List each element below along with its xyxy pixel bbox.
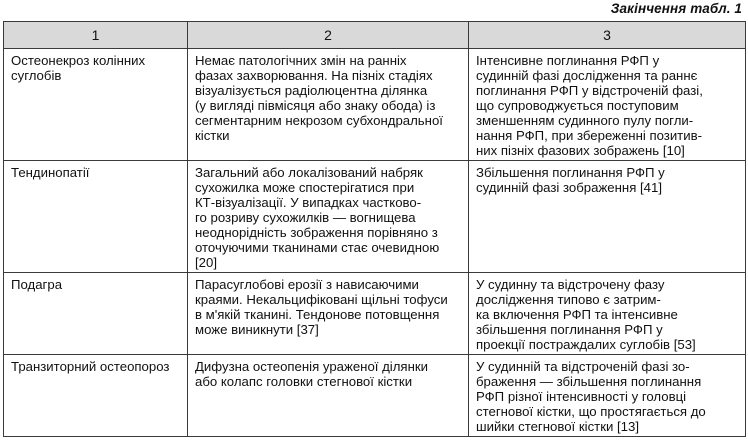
table-row	[4, 355, 746, 437]
condition-cell	[4, 161, 188, 273]
column-header-2: 2	[188, 22, 469, 49]
imaging-findings-text: Немає патологічних змін на ранніх фазах захворювання. На пізніх стадіях візуалізується радіолюцентна ділянка (у вигляді півмісяця або знаку обода) із сегментарним некрозом субхондральної кістки	[195, 53, 443, 143]
condition-cell	[4, 273, 188, 355]
table-row	[4, 49, 746, 161]
imaging-findings-cell	[188, 49, 469, 161]
scintigraphy-findings-cell	[469, 355, 746, 437]
scintigraphy-findings-text: Інтенсивне поглинання РФП у судинній фазі дослідження та раннє поглинання РФП у відстроченій фазі, що супроводжується поступовим зменшенням судинного пулу погли- нання РФП, при збереженні позитив- них пізніх фазових зображень [10]	[476, 53, 703, 158]
condition-cell	[4, 355, 188, 437]
scintigraphy-findings-cell	[469, 273, 746, 355]
condition-cell	[4, 49, 188, 161]
imaging-findings-text: Загальний або локалізований набряк сухожилка може спостерігатися при КТ-візуалізації. У випадках частково- го розриву сухожилків — вогнищева неоднорідність зображення порівняно з оточуючими тканинами стає очевидною [20]	[195, 165, 440, 270]
scintigraphy-findings-text: У судинній та відстроченій фазі зо- браження — збільшення поглинання РФП різної інтенсивності у головці стегнової кістки, що простягається до шийки стегнової кістки [13]	[476, 359, 706, 434]
findings-table	[3, 21, 746, 437]
column-header-1: 1	[4, 22, 188, 49]
table-row	[4, 161, 746, 273]
imaging-findings-cell	[188, 161, 469, 273]
imaging-findings-text: Парасуглобові ерозії з нависаючими краями. Некальцифіковані щільні тофуси в м'якій тканині. Тендонове потовщення може виникнути [37]	[195, 277, 448, 337]
imaging-findings-cell	[188, 355, 469, 437]
condition-text: Подагра	[11, 277, 63, 292]
scintigraphy-findings-text: Збільшення поглинання РФП у судинній фазі зображення [41]	[476, 165, 665, 195]
imaging-findings-text: Дифузна остеопенія ураженої ділянки або колапс головки стегнової кістки	[195, 359, 428, 389]
condition-text: Транзиторний остеопороз	[11, 359, 170, 374]
scintigraphy-findings-cell	[469, 161, 746, 273]
scintigraphy-findings-text: У судинну та відстрочену фазу дослідження типово є затрим- ка включення РФП та інтенсивне збільшення поглинання РФП у проекції постраждалих суглобів [53]	[476, 277, 696, 352]
condition-text: Тендинопатії	[11, 165, 90, 180]
scintigraphy-findings-cell	[469, 49, 746, 161]
table-header-row	[4, 22, 746, 49]
table-caption: Закінчення табл. 1	[610, 1, 742, 16]
table-row	[4, 273, 746, 355]
column-header-3: 3	[469, 22, 746, 49]
condition-text: Остеонекроз колінних суглобів	[11, 53, 146, 83]
imaging-findings-cell	[188, 273, 469, 355]
